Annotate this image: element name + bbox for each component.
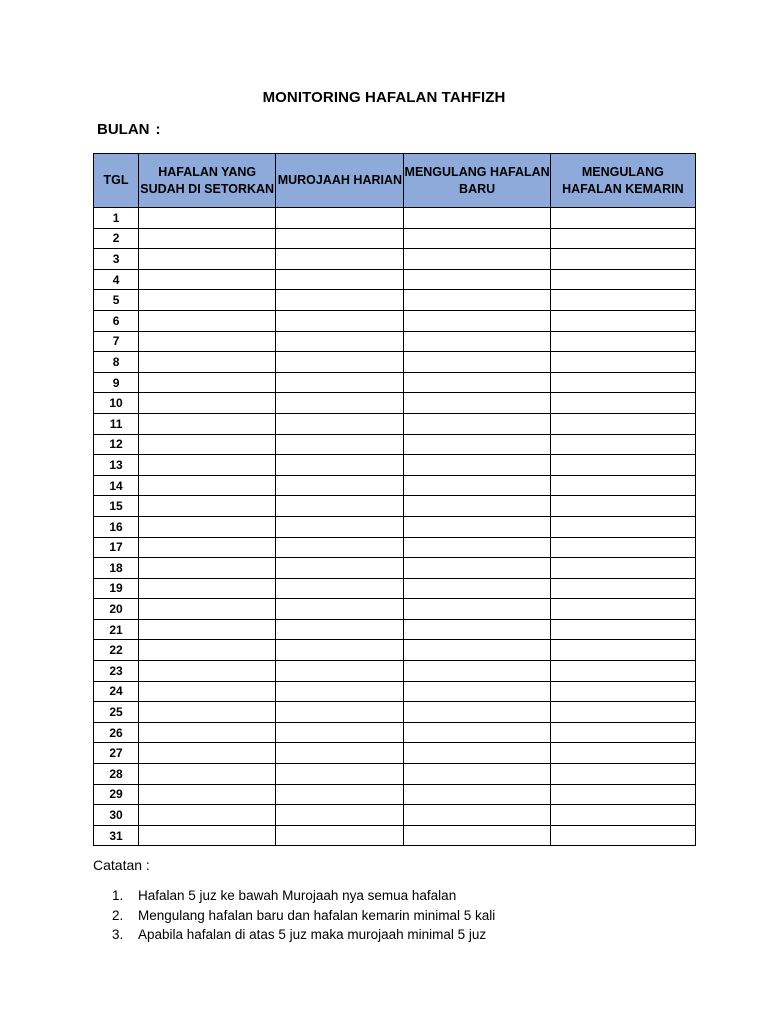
setoran-cell[interactable] [139,764,276,785]
hafalan-baru-cell[interactable] [404,640,550,661]
hafalan-kemarin-cell[interactable] [550,578,695,599]
note-text: Hafalan 5 juz ke bawah Murojaah nya semua hafalan [138,888,457,903]
day-number-cell: 5 [94,290,139,311]
hafalan-baru-cell[interactable] [404,434,550,455]
hafalan-baru-cell[interactable] [404,619,550,640]
hafalan-baru-cell[interactable] [404,558,550,579]
hafalan-kemarin-cell[interactable] [550,661,695,682]
murojaah-cell[interactable] [276,661,404,682]
table-row [94,516,696,537]
murojaah-cell[interactable] [276,578,404,599]
day-number-cell: 25 [94,702,139,723]
hafalan-kemarin-cell[interactable] [550,249,695,270]
hafalan-kemarin-cell[interactable] [550,455,695,476]
murojaah-cell[interactable] [276,558,404,579]
setoran-cell[interactable] [139,578,276,599]
table-row [94,805,696,826]
murojaah-cell[interactable] [276,455,404,476]
hafalan-baru-cell[interactable] [404,743,550,764]
header-mengulang-hafalan-baru: MENGULANG HAFALAN BARU [404,154,550,208]
hafalan-kemarin-cell[interactable] [550,434,695,455]
hafalan-baru-cell[interactable] [404,331,550,352]
murojaah-cell[interactable] [276,331,404,352]
hafalan-baru-cell[interactable] [404,764,550,785]
table-row [94,310,696,331]
table-row [94,784,696,805]
hafalan-baru-cell[interactable] [404,578,550,599]
day-number-cell: 29 [94,784,139,805]
day-number-cell: 2 [94,228,139,249]
setoran-cell[interactable] [139,661,276,682]
day-number-cell: 7 [94,331,139,352]
setoran-cell[interactable] [139,434,276,455]
setoran-cell[interactable] [139,455,276,476]
setoran-cell[interactable] [139,290,276,311]
murojaah-cell[interactable] [276,496,404,517]
table-row [94,331,696,352]
table-header-row [94,154,696,208]
setoran-cell[interactable] [139,640,276,661]
setoran-cell[interactable] [139,475,276,496]
setoran-cell[interactable] [139,825,276,846]
table-row [94,640,696,661]
murojaah-cell[interactable] [276,352,404,373]
hafalan-kemarin-cell[interactable] [550,269,695,290]
day-number-cell: 1 [94,208,139,229]
hafalan-baru-cell[interactable] [404,661,550,682]
setoran-cell[interactable] [139,269,276,290]
note-item [112,906,495,926]
table-row [94,496,696,517]
table-row [94,434,696,455]
murojaah-cell[interactable] [276,290,404,311]
hafalan-baru-cell[interactable] [404,249,550,270]
murojaah-cell[interactable] [276,208,404,229]
hafalan-kemarin-cell[interactable] [550,413,695,434]
table-row [94,702,696,723]
murojaah-cell[interactable] [276,310,404,331]
setoran-cell[interactable] [139,599,276,620]
table-row [94,661,696,682]
hafalan-baru-cell[interactable] [404,228,550,249]
table-row [94,764,696,785]
page-title: MONITORING HAFALAN TAHFIZH [262,89,506,106]
table-row [94,269,696,290]
day-number-cell: 9 [94,372,139,393]
day-number-cell: 13 [94,455,139,476]
day-number-cell: 10 [94,393,139,414]
hafalan-kemarin-cell[interactable] [550,825,695,846]
setoran-cell[interactable] [139,537,276,558]
setoran-cell[interactable] [139,228,276,249]
hafalan-baru-cell[interactable] [404,372,550,393]
hafalan-baru-cell[interactable] [404,805,550,826]
setoran-cell[interactable] [139,310,276,331]
murojaah-cell[interactable] [276,681,404,702]
hafalan-baru-cell[interactable] [404,393,550,414]
setoran-cell[interactable] [139,743,276,764]
setoran-cell[interactable] [139,558,276,579]
hafalan-kemarin-cell[interactable] [550,805,695,826]
day-number-cell: 8 [94,352,139,373]
hafalan-kemarin-cell[interactable] [550,784,695,805]
table-row [94,743,696,764]
header-murojaah-harian: MUROJAAH HARIAN [276,154,404,208]
hafalan-kemarin-cell[interactable] [550,372,695,393]
day-number-cell: 23 [94,661,139,682]
note-item [112,886,495,906]
table-row [94,599,696,620]
table-row [94,393,696,414]
hafalan-kemarin-cell[interactable] [550,722,695,743]
note-item [112,925,495,945]
hafalan-kemarin-cell[interactable] [550,558,695,579]
table-row [94,558,696,579]
murojaah-cell[interactable] [276,434,404,455]
day-number-cell: 17 [94,537,139,558]
header-hafalan-disetorkan: HAFALAN YANG SUDAH DI SETORKAN [139,154,276,208]
hafalan-baru-cell[interactable] [404,599,550,620]
setoran-cell[interactable] [139,208,276,229]
hafalan-baru-cell[interactable] [404,825,550,846]
hafalan-baru-cell[interactable] [404,784,550,805]
day-number-cell: 12 [94,434,139,455]
murojaah-cell[interactable] [276,249,404,270]
month-field [97,121,161,138]
day-number-cell: 20 [94,599,139,620]
table-row [94,249,696,270]
hafalan-baru-cell[interactable] [404,516,550,537]
murojaah-cell[interactable] [276,640,404,661]
hafalan-baru-cell[interactable] [404,208,550,229]
setoran-cell[interactable] [139,516,276,537]
hafalan-kemarin-cell[interactable] [550,331,695,352]
hafalan-kemarin-cell[interactable] [550,310,695,331]
hafalan-baru-cell[interactable] [404,413,550,434]
setoran-cell[interactable] [139,393,276,414]
hafalan-kemarin-cell[interactable] [550,619,695,640]
header-mengulang-hafalan-kemarin: MENGULANG HAFALAN KEMARIN [550,154,695,208]
hafalan-kemarin-cell[interactable] [550,743,695,764]
murojaah-cell[interactable] [276,516,404,537]
murojaah-cell[interactable] [276,825,404,846]
day-number-cell: 4 [94,269,139,290]
day-number-cell: 15 [94,496,139,517]
table-row [94,455,696,476]
hafalan-kemarin-cell[interactable] [550,681,695,702]
hafalan-kemarin-cell[interactable] [550,228,695,249]
murojaah-cell[interactable] [276,743,404,764]
hafalan-kemarin-cell[interactable] [550,702,695,723]
setoran-cell[interactable] [139,805,276,826]
table-row [94,578,696,599]
setoran-cell[interactable] [139,352,276,373]
day-number-cell: 14 [94,475,139,496]
hafalan-baru-cell[interactable] [404,269,550,290]
hafalan-baru-cell[interactable] [404,475,550,496]
day-number-cell: 22 [94,640,139,661]
day-number-cell: 21 [94,619,139,640]
setoran-cell[interactable] [139,681,276,702]
murojaah-cell[interactable] [276,413,404,434]
table-row [94,228,696,249]
table-row [94,290,696,311]
table-row [94,372,696,393]
hafalan-kemarin-cell[interactable] [550,496,695,517]
hafalan-kemarin-cell[interactable] [550,352,695,373]
setoran-cell[interactable] [139,722,276,743]
setoran-cell[interactable] [139,372,276,393]
table-row [94,475,696,496]
hafalan-baru-cell[interactable] [404,352,550,373]
month-label: BULAN [97,121,150,138]
hafalan-kemarin-cell[interactable] [550,640,695,661]
hafalan-baru-cell[interactable] [404,455,550,476]
hafalan-baru-cell[interactable] [404,290,550,311]
day-number-cell: 3 [94,249,139,270]
table-row [94,352,696,373]
day-number-cell: 19 [94,578,139,599]
memorization-log-table [93,153,696,846]
table-body [94,208,696,846]
table-row [94,537,696,558]
day-number-cell: 11 [94,413,139,434]
hafalan-baru-cell[interactable] [404,702,550,723]
hafalan-baru-cell[interactable] [404,537,550,558]
day-number-cell: 16 [94,516,139,537]
hafalan-kemarin-cell[interactable] [550,290,695,311]
murojaah-cell[interactable] [276,722,404,743]
hafalan-kemarin-cell[interactable] [550,599,695,620]
note-number: 1. [112,888,124,903]
note-number: 2. [112,907,124,923]
murojaah-cell[interactable] [276,269,404,290]
hafalan-baru-cell[interactable] [404,310,550,331]
hafalan-baru-cell[interactable] [404,496,550,517]
day-number-cell: 30 [94,805,139,826]
murojaah-cell[interactable] [276,393,404,414]
notes-list [112,886,495,945]
header-tgl: TGL [94,154,139,208]
hafalan-kemarin-cell[interactable] [550,516,695,537]
table-row [94,722,696,743]
murojaah-cell[interactable] [276,599,404,620]
notes-title: Catatan : [93,857,150,873]
setoran-cell[interactable] [139,619,276,640]
day-number-cell: 28 [94,764,139,785]
table-row [94,413,696,434]
day-number-cell: 26 [94,722,139,743]
murojaah-cell[interactable] [276,475,404,496]
murojaah-cell[interactable] [276,228,404,249]
note-number: 3. [112,927,124,942]
table-row [94,681,696,702]
note-text: Apabila hafalan di atas 5 juz maka murojaah minimal 5 juz [138,927,487,942]
setoran-cell[interactable] [139,496,276,517]
murojaah-cell[interactable] [276,702,404,723]
setoran-cell[interactable] [139,784,276,805]
note-text: Mengulang hafalan baru dan hafalan kemarin minimal 5 kali [138,907,496,923]
table-row [94,825,696,846]
day-number-cell: 27 [94,743,139,764]
day-number-cell: 24 [94,681,139,702]
murojaah-cell[interactable] [276,372,404,393]
table-row [94,619,696,640]
hafalan-baru-cell[interactable] [404,681,550,702]
murojaah-cell[interactable] [276,619,404,640]
setoran-cell[interactable] [139,331,276,352]
table-row [94,208,696,229]
hafalan-kemarin-cell[interactable] [550,764,695,785]
hafalan-kemarin-cell[interactable] [550,208,695,229]
murojaah-cell[interactable] [276,764,404,785]
day-number-cell: 31 [94,825,139,846]
month-colon: : [155,121,161,138]
hafalan-baru-cell[interactable] [404,722,550,743]
murojaah-cell[interactable] [276,784,404,805]
hafalan-kemarin-cell[interactable] [550,537,695,558]
murojaah-cell[interactable] [276,537,404,558]
setoran-cell[interactable] [139,702,276,723]
hafalan-kemarin-cell[interactable] [550,475,695,496]
setoran-cell[interactable] [139,249,276,270]
day-number-cell: 6 [94,310,139,331]
hafalan-kemarin-cell[interactable] [550,393,695,414]
setoran-cell[interactable] [139,413,276,434]
day-number-cell: 18 [94,558,139,579]
murojaah-cell[interactable] [276,805,404,826]
